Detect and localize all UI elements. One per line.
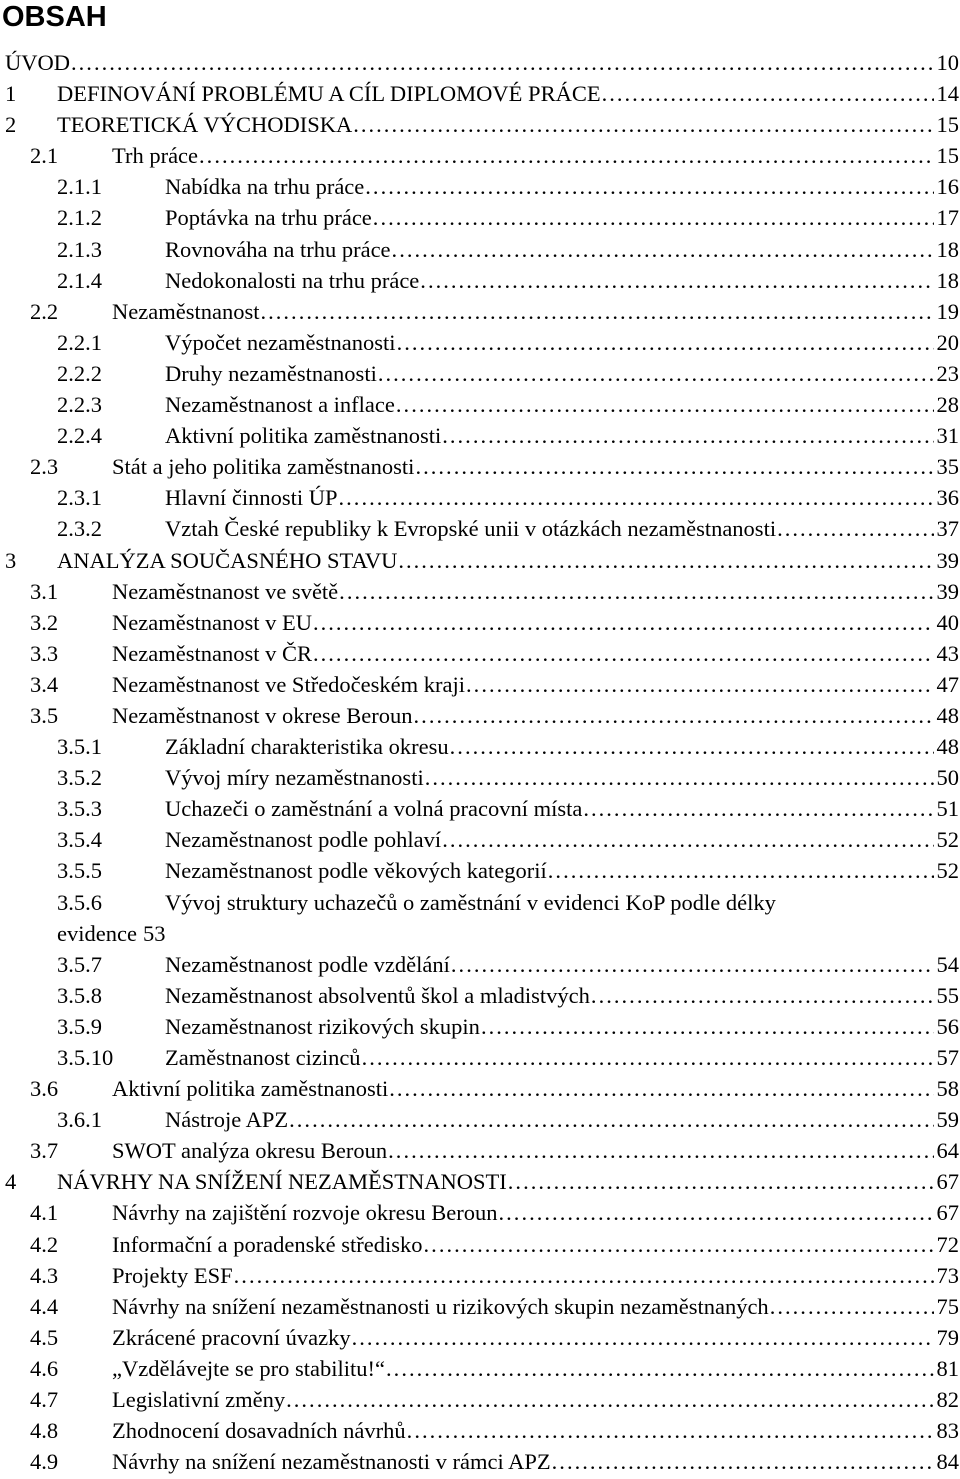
toc-entry[interactable] bbox=[0, 1322, 960, 1353]
dot-leader bbox=[398, 545, 933, 576]
toc-entry[interactable] bbox=[0, 420, 960, 451]
toc-entry-number: 3.5.7 bbox=[57, 951, 102, 977]
dot-leader bbox=[396, 389, 934, 420]
toc-entry-line bbox=[112, 1384, 960, 1415]
toc-entry-number: 2.1 bbox=[30, 143, 59, 169]
toc-entry-line bbox=[165, 793, 960, 824]
toc-entry-number: 3 bbox=[5, 547, 17, 573]
toc-entry[interactable] bbox=[0, 47, 960, 78]
toc-entry[interactable] bbox=[0, 1291, 960, 1322]
dot-leader bbox=[450, 731, 934, 762]
toc-entry[interactable] bbox=[0, 1446, 960, 1477]
toc-entry[interactable] bbox=[0, 1073, 960, 1104]
toc-entry-number: 3.5.6 bbox=[57, 889, 102, 915]
toc-entry-line bbox=[112, 1197, 960, 1228]
dot-leader bbox=[777, 513, 933, 544]
toc-entry-line bbox=[165, 265, 960, 296]
toc-entry-title: TEORETICKÁ VÝCHODISKA bbox=[57, 109, 353, 140]
toc-entry-line bbox=[165, 1104, 960, 1135]
toc-entry-number: 3.5 bbox=[30, 702, 59, 728]
toc-entry-title: ANALÝZA SOUČASNÉHO STAVU bbox=[57, 545, 398, 576]
toc-entry[interactable] bbox=[0, 513, 960, 544]
toc-entry-line bbox=[112, 1322, 960, 1353]
toc-entry[interactable] bbox=[0, 1415, 960, 1446]
toc-entry-title: Nezaměstnanost bbox=[112, 296, 260, 327]
toc-entry-line bbox=[165, 234, 960, 265]
toc-entry[interactable] bbox=[0, 980, 960, 1011]
toc-entry-title: „Vzdělávejte se pro stabilitu!“ bbox=[112, 1353, 386, 1384]
toc-entry-title: Vývoj struktury uchazečů o zaměstnání v evidenci KoP podle délky bbox=[165, 889, 776, 915]
toc-entry-page-number: 28 bbox=[936, 392, 959, 418]
toc-entry-page-number: 48 bbox=[936, 702, 959, 728]
toc-entry-title: Návrhy na snížení nezaměstnanosti u rizikových skupin nezaměstnaných bbox=[112, 1291, 770, 1322]
dot-leader bbox=[591, 980, 934, 1011]
toc-entry-page-number: 14 bbox=[936, 81, 959, 107]
dot-leader bbox=[466, 669, 933, 700]
toc-entry[interactable] bbox=[0, 327, 960, 358]
toc-entry-page-number: 53 bbox=[142, 920, 166, 946]
toc-entry-page-number: 15 bbox=[936, 143, 959, 169]
toc-entry-line bbox=[112, 638, 960, 669]
toc-entry-title: Nezaměstnanost ve Středočeském kraji bbox=[112, 669, 466, 700]
toc-entry-page-number: 52 bbox=[936, 858, 959, 884]
toc-entry[interactable] bbox=[0, 234, 960, 265]
toc-entry-page-number: 18 bbox=[936, 236, 959, 262]
dot-leader bbox=[424, 1229, 934, 1260]
toc-entry-page-number: 56 bbox=[936, 1013, 959, 1039]
toc-entry-line bbox=[112, 1260, 960, 1291]
toc-entry[interactable] bbox=[0, 265, 960, 296]
toc-entry-page-number: 48 bbox=[936, 734, 959, 760]
toc-entry-title-continuation: evidence bbox=[57, 920, 137, 946]
dot-leader bbox=[313, 607, 934, 638]
dot-leader bbox=[389, 1073, 933, 1104]
dot-leader bbox=[339, 576, 933, 607]
toc-entry-line bbox=[165, 358, 960, 389]
toc-entry-number: 2.2.2 bbox=[57, 360, 102, 386]
dot-leader bbox=[548, 855, 934, 886]
toc-entry[interactable] bbox=[0, 1104, 960, 1135]
toc-entry[interactable] bbox=[0, 793, 960, 824]
toc-entry-page-number: 40 bbox=[936, 609, 959, 635]
toc-entry-line bbox=[112, 1353, 960, 1384]
toc-entry-number: 3.5.5 bbox=[57, 858, 102, 884]
toc-entry-page-number: 59 bbox=[936, 1107, 959, 1133]
toc-entry-number: 2.3 bbox=[30, 454, 59, 480]
toc-entry[interactable] bbox=[0, 171, 960, 202]
toc-entry[interactable] bbox=[0, 762, 960, 793]
toc-entry-line bbox=[165, 762, 960, 793]
toc-entry-title: Rovnováha na trhu práce bbox=[165, 234, 392, 265]
toc-entry-number: 2.1.3 bbox=[57, 236, 102, 262]
dot-leader bbox=[508, 1166, 934, 1197]
toc-entry-title: Vztah České republiky k Evropské unii v otázkách nezaměstnanosti bbox=[165, 513, 777, 544]
toc-entry-line bbox=[165, 513, 960, 544]
toc-entry-line bbox=[57, 109, 960, 140]
toc-entry-number: 3.2 bbox=[30, 609, 59, 635]
toc-entry[interactable] bbox=[0, 1353, 960, 1384]
toc-entry-line bbox=[112, 700, 960, 731]
dot-leader bbox=[352, 1322, 934, 1353]
toc-entry[interactable] bbox=[0, 700, 960, 731]
toc-entry-page-number: 31 bbox=[936, 423, 959, 449]
toc-entry-page-number: 37 bbox=[936, 516, 959, 542]
dot-leader bbox=[392, 234, 934, 265]
toc-entry[interactable] bbox=[0, 358, 960, 389]
toc-entry-number: 3.1 bbox=[30, 578, 59, 604]
toc-entry-title: SWOT analýza okresu Beroun bbox=[112, 1135, 388, 1166]
toc-entry-line bbox=[165, 1042, 960, 1073]
toc-entry-title: Aktivní politika zaměstnanosti bbox=[112, 1073, 389, 1104]
dot-leader bbox=[583, 793, 933, 824]
toc-entry-number: 2.2.3 bbox=[57, 392, 102, 418]
toc-entry-page-number: 23 bbox=[936, 360, 959, 386]
toc-entry-page-number: 57 bbox=[936, 1045, 959, 1070]
toc-entry-page-number: 50 bbox=[936, 765, 959, 791]
toc-entry[interactable] bbox=[0, 949, 960, 980]
toc-entry-title: Nezaměstnanost absolventů škol a mladistvých bbox=[165, 980, 591, 1011]
dot-leader bbox=[386, 1353, 933, 1384]
toc-entry-title: ÚVOD bbox=[5, 47, 71, 78]
toc-entry-number: 3.6 bbox=[30, 1076, 59, 1102]
toc-entry[interactable] bbox=[0, 887, 960, 949]
toc-entry-line bbox=[165, 327, 960, 358]
toc-entry[interactable] bbox=[0, 607, 960, 638]
toc-entry-page-number: 43 bbox=[936, 640, 959, 666]
toc-entry-line bbox=[112, 607, 960, 638]
toc-entry-page-number: 73 bbox=[936, 1262, 959, 1288]
toc-entry-number: 2 bbox=[5, 112, 17, 138]
dot-leader bbox=[260, 296, 933, 327]
dot-leader bbox=[339, 482, 934, 513]
toc-entry-title: Nabídka na trhu práce bbox=[165, 171, 365, 202]
toc-entry-number: 2.3.1 bbox=[57, 485, 102, 511]
toc-entry-number: 3.7 bbox=[30, 1138, 59, 1164]
toc-entry-page-number: 84 bbox=[936, 1449, 959, 1475]
dot-leader bbox=[481, 1011, 934, 1042]
toc-entry-number: 4.7 bbox=[30, 1387, 59, 1413]
toc-entry-line bbox=[112, 1135, 960, 1166]
toc-entry-title: Nezaměstnanost podle vzdělání bbox=[165, 949, 451, 980]
toc-entry[interactable] bbox=[0, 389, 960, 420]
toc-entry-number: 2.1.2 bbox=[57, 205, 102, 231]
toc-entry[interactable] bbox=[0, 638, 960, 669]
toc-entry-number: 3.5.9 bbox=[57, 1013, 102, 1039]
toc-entry-line bbox=[112, 1446, 960, 1477]
toc-entry-page-number: 83 bbox=[936, 1418, 959, 1444]
toc-entry-number: 2.1.1 bbox=[57, 174, 102, 200]
toc-entry-title: Trh práce bbox=[112, 140, 199, 171]
toc-entry-line bbox=[165, 949, 960, 980]
toc-entry[interactable] bbox=[0, 1135, 960, 1166]
toc-entry[interactable] bbox=[0, 296, 960, 327]
toc-entry[interactable] bbox=[0, 482, 960, 513]
toc-entry-line bbox=[165, 389, 960, 420]
toc-entry-line bbox=[165, 420, 960, 451]
toc-entry-line bbox=[57, 78, 960, 109]
toc-entry[interactable] bbox=[0, 202, 960, 233]
toc-entry-number: 3.5.10 bbox=[57, 1045, 114, 1070]
toc-entry[interactable] bbox=[0, 576, 960, 607]
toc-entry-line bbox=[112, 1415, 960, 1446]
toc-entry-number: 4.6 bbox=[30, 1355, 59, 1381]
toc-entry-number: 3.5.4 bbox=[57, 827, 102, 853]
toc-entry-page-number: 58 bbox=[936, 1076, 959, 1102]
toc-entry-number: 2.1.4 bbox=[57, 267, 102, 293]
dot-leader bbox=[442, 824, 933, 855]
toc-entry-page-number: 47 bbox=[936, 671, 959, 697]
toc-entry-number: 2.2 bbox=[30, 298, 59, 324]
dot-leader bbox=[451, 949, 934, 980]
toc-entry-page-number: 39 bbox=[936, 578, 959, 604]
dot-leader bbox=[373, 202, 934, 233]
toc-entry-line bbox=[165, 824, 960, 855]
toc-entry-title: Nezaměstnanost ve světě bbox=[112, 576, 339, 607]
dot-leader bbox=[234, 1260, 934, 1291]
dot-leader bbox=[199, 140, 933, 171]
toc-entry-number: 3.3 bbox=[30, 640, 59, 666]
toc-entry-page-number: 51 bbox=[936, 796, 959, 822]
toc-entry-line bbox=[165, 855, 960, 886]
toc-entry-page-number: 75 bbox=[936, 1293, 959, 1319]
toc-entry-line bbox=[165, 1011, 960, 1042]
toc-entry-title: DEFINOVÁNÍ PROBLÉMU A CÍL DIPLOMOVÉ PRÁCE bbox=[57, 78, 602, 109]
toc-entry-number: 4.8 bbox=[30, 1418, 59, 1444]
toc-entry-number: 4.4 bbox=[30, 1293, 59, 1319]
toc-entry-number: 3.5.1 bbox=[57, 734, 102, 760]
toc-entry[interactable] bbox=[0, 824, 960, 855]
toc-entry-title: Základní charakteristika okresu bbox=[165, 731, 450, 762]
toc-entry-number: 4.2 bbox=[30, 1231, 59, 1257]
toc-entry-line bbox=[112, 576, 960, 607]
toc-entry-page-number: 16 bbox=[936, 174, 959, 200]
toc-entry[interactable] bbox=[0, 1384, 960, 1415]
toc-entry[interactable] bbox=[0, 855, 960, 886]
toc-entry[interactable] bbox=[0, 78, 960, 109]
toc-entry[interactable] bbox=[0, 109, 960, 140]
toc-entry-page-number: 67 bbox=[936, 1200, 959, 1226]
toc-entry-title: Výpočet nezaměstnanosti bbox=[165, 327, 397, 358]
toc-entry-page-number: 82 bbox=[936, 1387, 959, 1413]
toc-entry-page-number: 64 bbox=[936, 1138, 959, 1164]
toc-entry-number: 3.5.3 bbox=[57, 796, 102, 822]
toc-entry-title: Nezaměstnanost podle pohlaví bbox=[165, 824, 442, 855]
dot-leader bbox=[353, 109, 933, 140]
toc-entry-title: Poptávka na trhu práce bbox=[165, 202, 373, 233]
toc-entry-line bbox=[57, 545, 960, 576]
dot-leader bbox=[378, 358, 934, 389]
toc-entry[interactable] bbox=[0, 1197, 960, 1228]
dot-leader bbox=[552, 1446, 934, 1477]
toc-entry[interactable] bbox=[0, 1229, 960, 1260]
toc-entry-title: Uchazeči o zaměstnání a volná pracovní místa bbox=[165, 793, 583, 824]
toc-entry-number: 3.5.8 bbox=[57, 982, 102, 1008]
toc-entry-line bbox=[165, 731, 960, 762]
toc-entry-title: NÁVRHY NA SNÍŽENÍ NEZAMĚSTNANOSTI bbox=[57, 1166, 508, 1197]
toc-entry-page-number: 10 bbox=[936, 50, 959, 75]
toc-entry-page-number: 67 bbox=[936, 1169, 959, 1195]
toc-entry[interactable] bbox=[0, 1260, 960, 1291]
toc-entry-title: Legislativní změny bbox=[112, 1384, 286, 1415]
toc-entry-number: 1 bbox=[5, 81, 17, 107]
toc-entry-number: 3.4 bbox=[30, 671, 59, 697]
dot-leader bbox=[397, 327, 934, 358]
toc-entry[interactable] bbox=[0, 545, 960, 576]
toc-entry-title: Nezaměstnanost v EU bbox=[112, 607, 313, 638]
toc-entry-number: 4.9 bbox=[30, 1449, 59, 1475]
dot-leader bbox=[770, 1291, 934, 1322]
toc-entry-page-number: 15 bbox=[936, 112, 959, 138]
toc-entry-number: 4 bbox=[5, 1169, 17, 1195]
toc-entry-title: Zaměstnanost cizinců bbox=[165, 1042, 362, 1073]
toc-entry-title: Nezaměstnanost rizikových skupin bbox=[165, 1011, 481, 1042]
toc-entry-number: 2.3.2 bbox=[57, 516, 102, 542]
toc-entry-line bbox=[165, 171, 960, 202]
toc-entry-title: Zkrácené pracovní úvazky bbox=[112, 1322, 352, 1353]
toc-entry-line bbox=[165, 980, 960, 1011]
toc-entry[interactable] bbox=[0, 669, 960, 700]
toc-entry-number: 2.2.4 bbox=[57, 423, 102, 449]
toc-entry-page-number: 17 bbox=[936, 205, 959, 231]
dot-leader bbox=[499, 1197, 934, 1228]
toc-entry-title: Návrhy na zajištění rozvoje okresu Beroun bbox=[112, 1197, 499, 1228]
page-title: OBSAH bbox=[2, 1, 107, 33]
dot-leader bbox=[388, 1135, 933, 1166]
dot-leader bbox=[442, 420, 933, 451]
toc-entry-page-number: 81 bbox=[936, 1355, 959, 1381]
toc-entry-page-number: 20 bbox=[936, 329, 959, 355]
toc-entry-number: 4.5 bbox=[30, 1324, 59, 1350]
toc-entry-title: Nezaměstnanost v ČR bbox=[112, 638, 313, 669]
toc-entry-title: Nezaměstnanost a inflace bbox=[165, 389, 396, 420]
toc-entry-line bbox=[112, 1229, 960, 1260]
toc-entry-title: Hlavní činnosti ÚP bbox=[165, 482, 339, 513]
toc-entry-page-number: 39 bbox=[936, 547, 959, 573]
toc-entry-number: 3.6.1 bbox=[57, 1107, 102, 1133]
toc-entry[interactable] bbox=[0, 451, 960, 482]
dot-leader bbox=[407, 1415, 934, 1446]
dot-leader bbox=[362, 1042, 934, 1073]
toc-entry-page-number: 72 bbox=[936, 1231, 959, 1257]
toc-entry-line bbox=[112, 669, 960, 700]
toc-entry-title: Druhy nezaměstnanosti bbox=[165, 358, 378, 389]
toc-entry-title: Nástroje APZ bbox=[165, 1104, 289, 1135]
toc-entry-number: 4.1 bbox=[30, 1200, 59, 1226]
toc-entry-page-number: 35 bbox=[936, 454, 959, 480]
toc-entry-number: 2.2.1 bbox=[57, 329, 102, 355]
dot-leader bbox=[415, 451, 933, 482]
toc-entry-title: Nezaměstnanost podle věkových kategorií bbox=[165, 855, 548, 886]
toc-entry-number: 4.3 bbox=[30, 1262, 59, 1288]
toc-entry-page-number: 79 bbox=[936, 1324, 959, 1350]
toc-entry-line bbox=[165, 202, 960, 233]
toc-entry-title: Informační a poradenské středisko bbox=[112, 1229, 424, 1260]
toc-entry-number: 3.5.2 bbox=[57, 765, 102, 791]
toc-entry-title-continued bbox=[57, 918, 165, 949]
toc-entry-title: Návrhy na snížení nezaměstnanosti v rámci APZ bbox=[112, 1446, 552, 1477]
dot-leader bbox=[365, 171, 933, 202]
toc-entry[interactable] bbox=[0, 1011, 960, 1042]
dot-leader bbox=[420, 265, 933, 296]
toc-entry-line bbox=[5, 47, 960, 78]
toc-entry-line bbox=[112, 140, 960, 171]
dot-leader bbox=[602, 78, 934, 109]
toc-entry-line bbox=[165, 482, 960, 513]
toc-entry-title: Zhodnocení dosavadních návrhů bbox=[112, 1415, 407, 1446]
dot-leader bbox=[414, 700, 934, 731]
toc-entry-title: Stát a jeho politika zaměstnanosti bbox=[112, 451, 415, 482]
toc-entry-line bbox=[57, 1166, 960, 1197]
dot-leader bbox=[425, 762, 934, 793]
toc-entry[interactable] bbox=[0, 140, 960, 171]
toc-entry-title: Vývoj míry nezaměstnanosti bbox=[165, 762, 425, 793]
toc-entry-line bbox=[112, 296, 960, 327]
dot-leader bbox=[289, 1104, 933, 1135]
toc-entry-title: Nezaměstnanost v okrese Beroun bbox=[112, 700, 414, 731]
toc-entry-line bbox=[112, 1291, 960, 1322]
toc-entry-page-number: 55 bbox=[936, 982, 959, 1008]
toc-entry-page-number: 36 bbox=[936, 485, 959, 511]
dot-leader bbox=[313, 638, 934, 669]
toc-entry-page-number: 54 bbox=[936, 951, 959, 977]
toc-entry[interactable] bbox=[0, 1166, 960, 1197]
dot-leader bbox=[286, 1384, 933, 1415]
toc-entry-page-number: 52 bbox=[936, 827, 959, 853]
toc-entry-page-number: 18 bbox=[936, 267, 959, 293]
toc-entry-line bbox=[112, 1073, 960, 1104]
toc-entry-line bbox=[112, 451, 960, 482]
toc-entry-title: Projekty ESF bbox=[112, 1260, 234, 1291]
toc-entry[interactable] bbox=[0, 731, 960, 762]
toc-entry-page-number: 19 bbox=[936, 298, 959, 324]
toc-entry-title: Nedokonalosti na trhu práce bbox=[165, 265, 420, 296]
dot-leader bbox=[71, 47, 934, 78]
toc-entry-title: Aktivní politika zaměstnanosti bbox=[165, 420, 442, 451]
toc-entry[interactable] bbox=[0, 1042, 960, 1073]
table-of-contents bbox=[0, 47, 960, 1477]
